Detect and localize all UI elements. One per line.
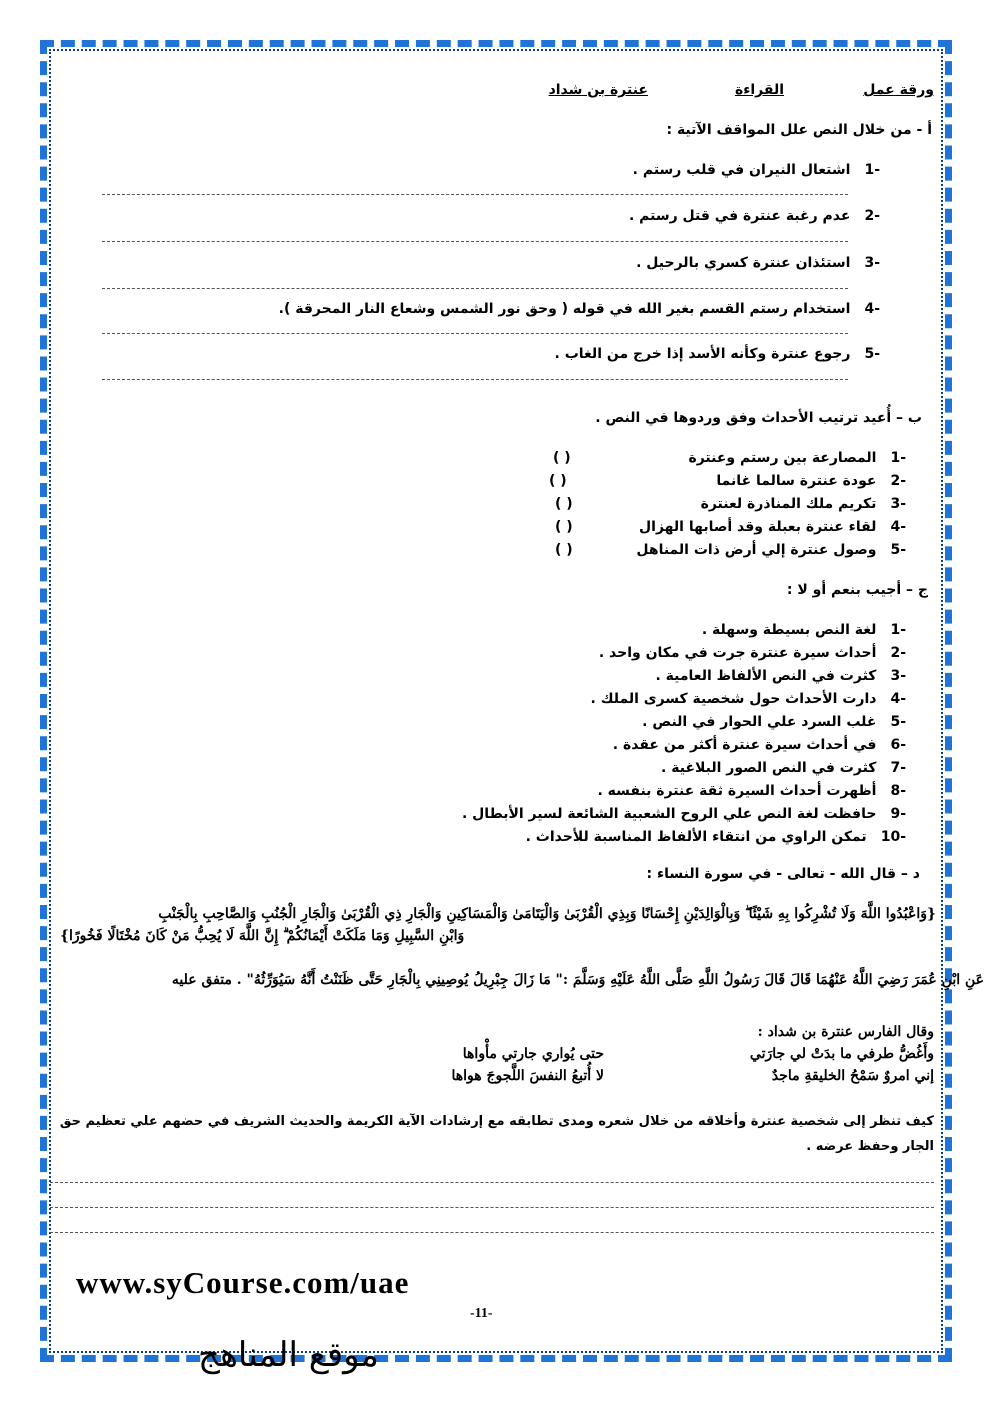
poem-line-1-left: حتى يُواري جارتي مأْواها bbox=[462, 1046, 604, 1062]
hadith-text: عَنِ ابْنِ عُمَرَ رَضِيَ اللَّهُ عَنْهُمَا قَالَ قَالَ رَسُولُ اللَّهِ صَلَّى اللَّهُ عَلَيْهِ وَسَلَّمَ :" مَا زَالَ جِبْرِيلُ يُوصِينِي بِالْجَارِ حَتَّى ظَنَنْتُ أَنَّهُ سَيُوَرِّثُهُ" . متفق عليه bbox=[171, 972, 984, 988]
subject-label: القراءة bbox=[734, 82, 784, 98]
answer-line[interactable] bbox=[102, 241, 848, 242]
answer-line[interactable] bbox=[102, 379, 848, 380]
quran-verse-line-2: وَابْنِ السَّبِيلِ وَمَا مَلَكَتْ أَيْمَانُكُمْ ۗ إِنَّ اللَّهَ لَا يُحِبُّ مَنْ كَانَ مُخْتَالًا فَخُورًا} bbox=[60, 928, 465, 944]
poet-intro: وقال الفارس عنترة بن شداد : bbox=[757, 1024, 934, 1040]
section-b-item: -5وصول عنترة إلي أرض ذات المناهل bbox=[636, 542, 906, 558]
section-c-item: -6في أحداث سيرة عنترة أكثر من عقدة . bbox=[612, 737, 906, 753]
order-box[interactable]: ( ) bbox=[553, 450, 571, 466]
question-line-1: كيف تنظر إلى شخصية عنترة وأخلاقه من خلال شعره ومدى تطابقه مع إرشادات الآية الكريمة والحديث الشريف في حضهم علي تعظيم حق bbox=[59, 1114, 934, 1129]
section-b-title: ب – أُعيد ترتيب الأحداث وفق وردوها في النص . bbox=[595, 410, 922, 426]
answer-line[interactable] bbox=[50, 1182, 934, 1183]
section-a-title: أ - من خلال النص علل المواقف الآتية : bbox=[666, 122, 932, 138]
section-c-item: -5غلب السرد علي الحوار في النص . bbox=[642, 714, 906, 730]
section-b-item: -4لقاء عنترة بعبلة وقد أصابها الهزال bbox=[639, 519, 906, 535]
answer-line[interactable] bbox=[50, 1207, 934, 1208]
question-line-2: الجار وحفظ عرضه . bbox=[806, 1139, 934, 1154]
section-c-item: -1لغة النص بسيطة وسهلة . bbox=[701, 622, 906, 638]
order-box[interactable]: ( ) bbox=[549, 473, 567, 489]
section-a-item: -1اشتعال النيران في قلب رستم . bbox=[632, 162, 880, 178]
quran-verse-line-1: {وَاعْبُدُوا اللَّهَ وَلَا تُشْرِكُوا بِهِ شَيْئًا ۖ وَبِالْوَالِدَيْنِ إِحْسَانًا وَبِذِي الْقُرْبَىٰ وَالْيَتَامَىٰ وَالْمَسَاكِينِ وَالْجَارِ ذِي الْقُرْبَىٰ وَالْجَارِ الْجُنُبِ وَالصَّاحِبِ بِالْجَنْبِ bbox=[158, 906, 936, 922]
answer-line[interactable] bbox=[102, 288, 848, 289]
page-number: -11- bbox=[470, 1306, 493, 1321]
section-b-item: -2عودة عنترة سالما غانما bbox=[716, 473, 906, 489]
answer-line[interactable] bbox=[102, 333, 848, 334]
section-c-item: -8أظهرت أحداث السيرة ثقة عنترة بنفسه . bbox=[597, 783, 906, 799]
answer-line[interactable] bbox=[102, 194, 848, 195]
section-a-item: -3استئذان عنترة كسري بالرحيل . bbox=[636, 255, 880, 271]
order-box[interactable]: ( ) bbox=[555, 496, 573, 512]
order-box[interactable]: ( ) bbox=[555, 519, 573, 535]
site-url[interactable]: www.syCourse.com/uae bbox=[76, 1265, 410, 1300]
section-c-title: ج – أجيب بنعم أو لا : bbox=[786, 582, 928, 598]
section-c-item: -4دارت الأحداث حول شخصية كسرى الملك . bbox=[590, 691, 906, 707]
site-name-watermark: موقع المناهج bbox=[198, 1335, 379, 1375]
section-d-title: د – قال الله - تعالى - في سورة النساء : bbox=[646, 866, 920, 882]
section-a-item: -2عدم رغبة عنترة في قتل رستم . bbox=[628, 208, 880, 224]
section-c-item: -10تمكن الراوي من انتقاء الألفاظ المناسبة للأحداث . bbox=[525, 829, 906, 845]
section-b-item: -3تكريم ملك المناذرة لعنترة bbox=[700, 496, 906, 512]
order-box[interactable]: ( ) bbox=[555, 542, 573, 558]
poem-line-1-right: وأَغُضُّ طرفي ما بدَتْ لي جارَتي bbox=[749, 1046, 934, 1062]
section-c-item: -2أحداث سيرة عنترة جرت في مكان واحد . bbox=[598, 645, 906, 661]
worksheet-label: ورقة عمل bbox=[863, 82, 934, 98]
answer-line[interactable] bbox=[50, 1232, 934, 1233]
section-c-item: -9حافظت لغة النص علي الروح الشعبية الشائعة لسير الأبطال . bbox=[461, 806, 906, 822]
lesson-title: عنترة بن شداد bbox=[548, 82, 648, 98]
poem-line-2-left: لا أُتبعُ النفسَ اللَّجوجَ هواها bbox=[451, 1068, 604, 1084]
poem-line-2-right: إني امروٌ سَمْحُ الخليقةِ ماجدٌ bbox=[771, 1068, 934, 1084]
section-b-item: -1المصارعة بين رستم وعنترة bbox=[688, 450, 906, 466]
section-c-item: -3كثرت في النص الألفاظ العامية . bbox=[655, 668, 906, 684]
section-a-item: -5رجوع عنترة وكأنه الأسد إذا خرج من الغاب . bbox=[554, 346, 880, 362]
section-c-item: -7كثرت في النص الصور البلاغية . bbox=[661, 760, 906, 776]
section-a-item: -4استخدام رستم القسم بغير الله في قوله ( وحق نور الشمس وشعاع النار المحرقة ). bbox=[278, 301, 880, 317]
